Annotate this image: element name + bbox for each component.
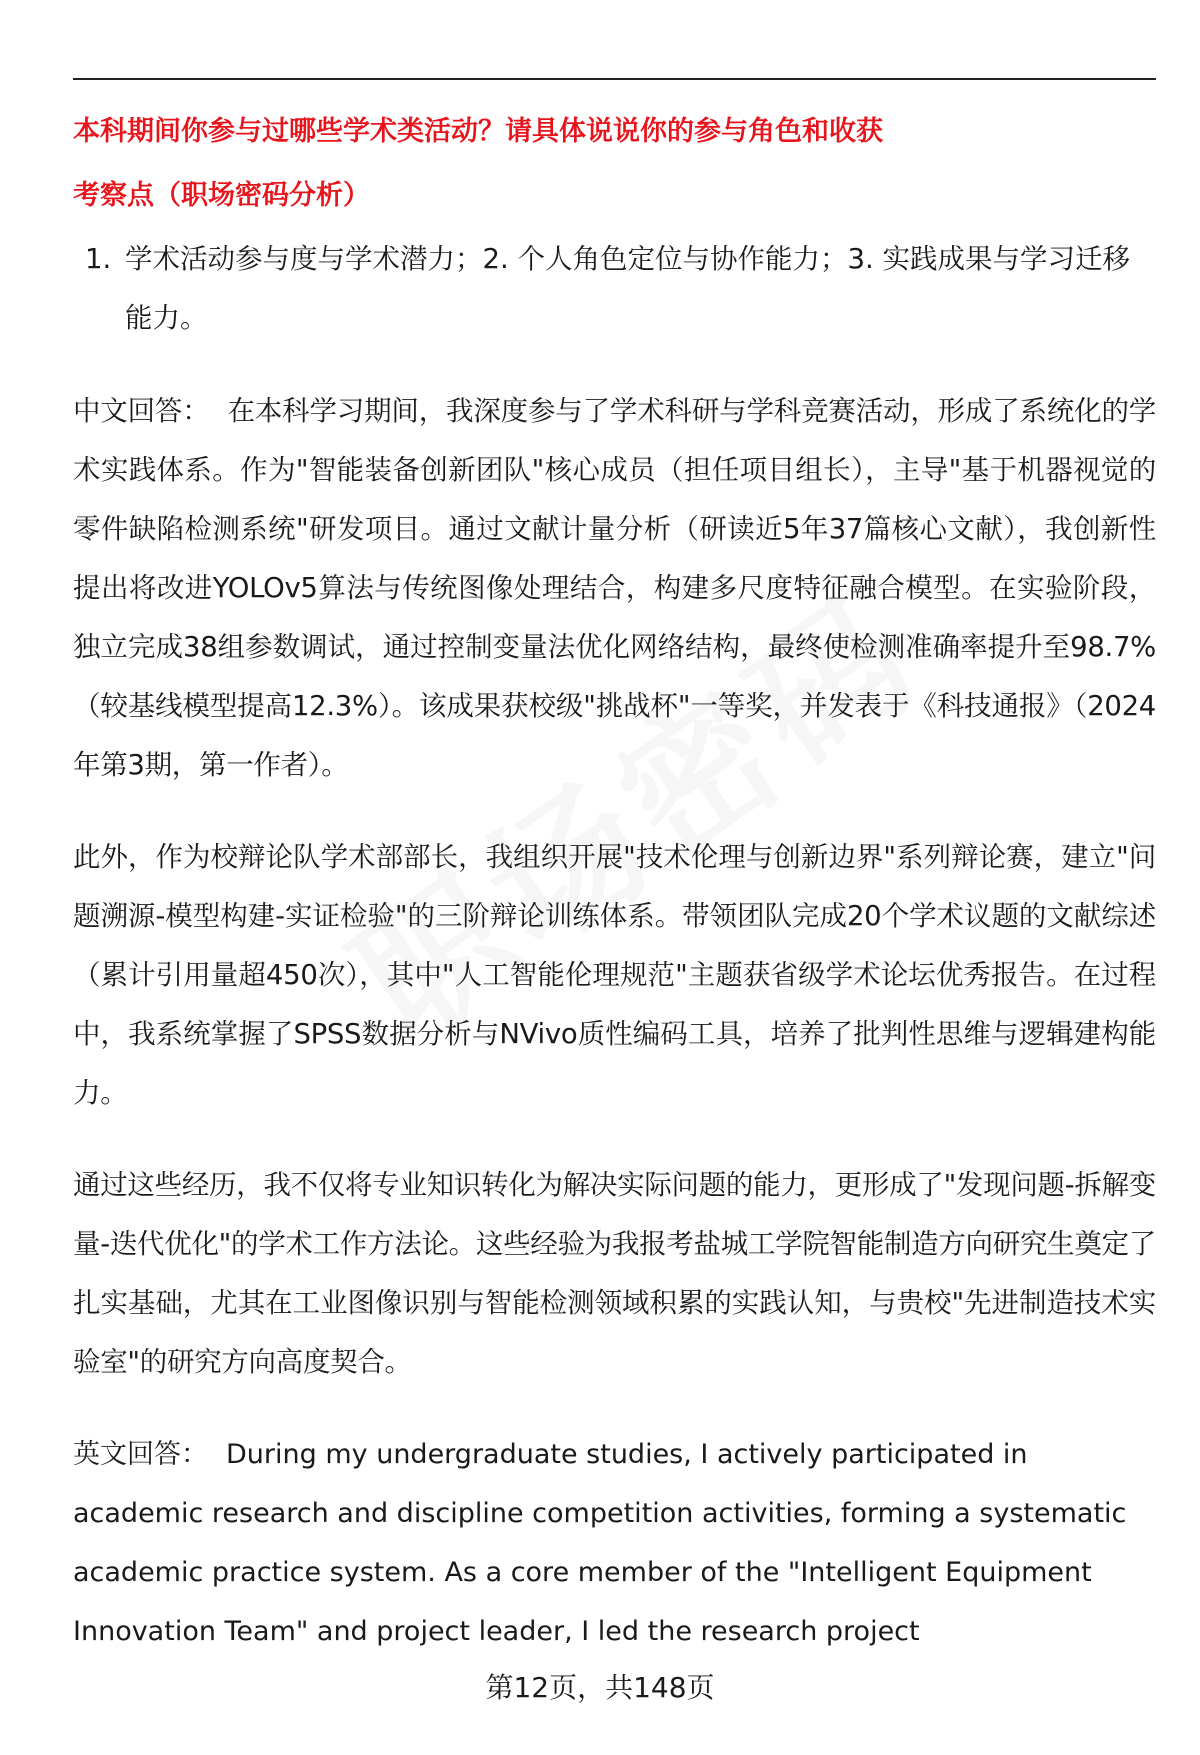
assessment-points-heading: 考察点（职场密码分析） xyxy=(73,180,370,211)
list-number: 1. xyxy=(85,243,112,275)
chinese-answer-paragraph-3: 通过这些经历，我不仅将专业知识转化为解决实际问题的能力，更形成了"发现问题-拆解变量-迭代优化"的学术工作方法论。这些经验为我报考盐城工学院智能制造方向研究生奠定了扎实基础，尤其在工业图像识别与智能检测领域积累的实践认知，与贵校"先进制造技术实验室"的研究方向高度契合。 xyxy=(73,1169,1156,1378)
assessment-points-list xyxy=(73,230,1156,348)
chinese-answer-paragraph-1 xyxy=(73,382,1156,795)
chinese-answer-text-1: 在本科学习期间，我深度参与了学术科研与学科竞赛活动，形成了系统化的学术实践体系。作为"智能装备创新团队"核心成员（担任项目组长），主导"基于机器视觉的零件缺陷检测系统"研发项目。通过文献计量分析（研读近5年37篇核心文献），我创新性提出将改进YOLOv5算法与传统图像处理结合，构建多尺度特征融合模型。在实验阶段，独立完成38组参数调试，通过控制变量法优化网络结构，最终使检测准确率提升至98.7%（较基线模型提高12.3%）。该成果获校级"挑战杯"一等奖，并发表于《科技通报》（2024年第3期，第一作者）。 xyxy=(73,395,1156,781)
english-answer-paragraph-1 xyxy=(73,1425,1156,1661)
chinese-answer-label: 中文回答： xyxy=(73,395,210,427)
page-number-footer: 第12页，共148页 xyxy=(485,1671,715,1704)
top-divider xyxy=(73,78,1156,80)
english-answer-label: 英文回答： xyxy=(73,1439,208,1470)
english-answer-text-1: During my undergraduate studies, I actively participated in academic research and discipline competition activities, forming a systematic academic practice system. As a core member of the "Intelligent Equipment Innovation Team" and project leader, I led the research project xyxy=(73,1439,1127,1647)
chinese-answer-paragraph-2: 此外，作为校辩论队学术部部长，我组织开展"技术伦理与创新边界"系列辩论赛，建立"问题溯源-模型构建-实证检验"的三阶辩论训练体系。带领团队完成20个学术议题的文献综述（累计引用量超450次），其中"人工智能伦理规范"主题获省级学术论坛优秀报告。在过程中，我系统掌握了SPSS数据分析与NVivo质性编码工具，培养了批判性思维与逻辑建构能力。 xyxy=(73,841,1156,1109)
page-content xyxy=(73,100,1156,1661)
question-heading: 本科期间你参与过哪些学术类活动？请具体说说你的参与角色和收获 xyxy=(73,116,883,147)
assessment-points-text: 学术活动参与度与学术潜力；2. 个人角色定位与协作能力；3. 实践成果与学习迁移能力。 xyxy=(125,243,1130,334)
